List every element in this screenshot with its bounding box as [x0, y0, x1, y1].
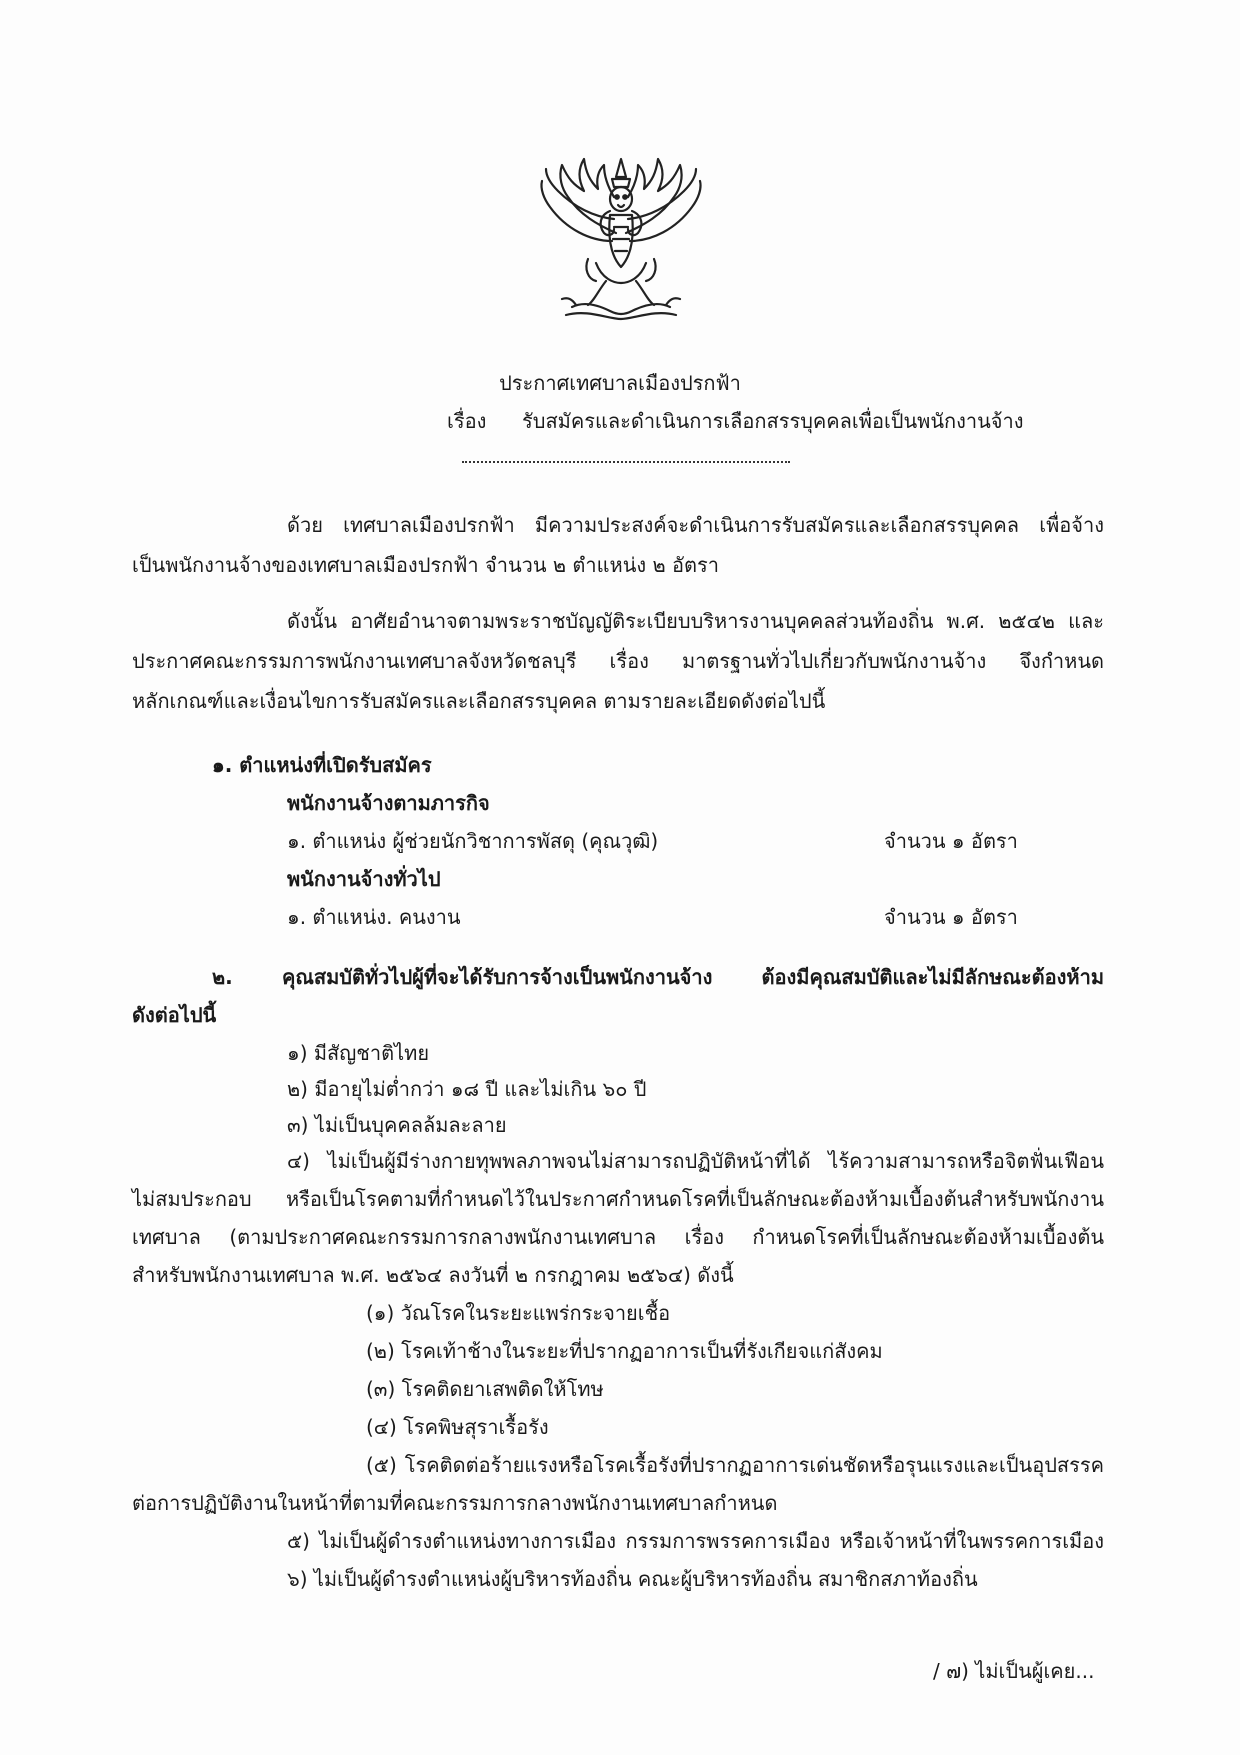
qualification-6: ๖) ไม่เป็นผู้ดำรงตำแหน่งผู้บริหารท้องถิ่น คณะผู้บริหารท้องถิ่น สมาชิกสภาท้องถิ่น	[287, 1567, 978, 1591]
section2-heading-line-1: ๒. คุณสมบัติทั่วไปผู้ที่จะได้รับการจ้างเป็นพนักงานจ้าง ต้องมีคุณสมบัติและไม่มีลักษณะต้องห้าม	[212, 965, 1104, 989]
qualification-5: ๕) ไม่เป็นผู้ดำรงตำแหน่งทางการเมือง กรรมการพรรคการเมือง หรือเจ้าหน้าที่ในพรรคการเมือง	[287, 1529, 1104, 1553]
qualification-4-line-1: ๔) ไม่เป็นผู้มีร่างกายทุพพลภาพจนไม่สามารถปฏิบัติหน้าที่ได้ ไร้ความสามารถหรือจิตฟั่นเฟือน	[287, 1149, 1104, 1173]
disease-2: (๒) โรคเท้าช้างในระยะที่ปรากฏอาการเป็นที่รังเกียจแก่สังคม	[366, 1339, 883, 1363]
subject-label: เรื่อง	[447, 409, 487, 433]
qualification-4-line-2: ไม่สมประกอบ หรือเป็นโรคตามที่กำหนดไว้ในประกาศกำหนดโรคที่เป็นลักษณะต้องห้ามเบื้องต้นสำหรับพนักงาน	[132, 1187, 1104, 1211]
disease-4: (๔) โรคพิษสุราเรื้อรัง	[366, 1415, 549, 1439]
mission-staff-heading: พนักงานจ้างตามภารกิจ	[287, 791, 490, 815]
authority-line-2: ประกาศคณะกรรมการพนักงานเทศบาลจังหวัดชลบุรี เรื่อง มาตรฐานทั่วไปเกี่ยวกับพนักงานจ้าง จึงกำหนด	[132, 649, 1104, 673]
qualification-3: ๓) ไม่เป็นบุคคลล้มละลาย	[287, 1113, 507, 1137]
authority-line-1: ดังนั้น อาศัยอำนาจตามพระราชบัญญัติระเบียบบริหารงานบุคคลส่วนท้องถิ่น พ.ศ. ๒๕๔๒ และ	[287, 609, 1104, 633]
position-1: ๑. ตำแหน่ง ผู้ช่วยนักวิชาการพัสดุ (คุณวุฒิ)	[287, 829, 659, 853]
intro-line-2: เป็นพนักงานจ้างของเทศบาลเมืองปรกฟ้า จำนวน ๒ ตำแหน่ง ๒ อัตรา	[132, 553, 720, 577]
position-1-count: จำนวน ๑ อัตรา	[884, 829, 1018, 853]
disease-3: (๓) โรคติดยาเสพติดให้โทษ	[366, 1377, 604, 1401]
qualification-1: ๑) มีสัญชาติไทย	[287, 1041, 430, 1065]
general-staff-heading: พนักงานจ้างทั่วไป	[287, 867, 441, 891]
subject-text: รับสมัครและดำเนินการเลือกสรรบุคคลเพื่อเป็นพนักงานจ้าง	[522, 409, 1024, 433]
qualification-4-line-3: เทศบาล (ตามประกาศคณะกรรมการกลางพนักงานเทศบาล เรื่อง กำหนดโรคที่เป็นลักษณะต้องห้ามเบื้องต้น	[132, 1225, 1104, 1249]
title-separator	[462, 461, 790, 463]
continuation-note: / ๗) ไม่เป็นผู้เคย...	[933, 1659, 1095, 1683]
position-2: ๑. ตำแหน่ง. คนงาน	[287, 905, 461, 929]
announcement-title: ประกาศเทศบาลเมืองปรกฟ้า	[499, 371, 741, 395]
intro-line-1: ด้วย เทศบาลเมืองปรกฟ้า มีความประสงค์จะดำเนินการรับสมัครและเลือกสรรบุคคล เพื่อจ้าง	[287, 513, 1104, 537]
authority-line-3: หลักเกณฑ์และเงื่อนไขการรับสมัครและเลือกสรรบุคคล ตามรายละเอียดดังต่อไปนี้	[132, 689, 826, 713]
position-2-count: จำนวน ๑ อัตรา	[884, 905, 1018, 929]
disease-1: (๑) วัณโรคในระยะแพร่กระจายเชื้อ	[366, 1301, 671, 1325]
disease-5-line-2: ต่อการปฏิบัติงานในหน้าที่ตามที่คณะกรรมการกลางพนักงานเทศบาลกำหนด	[132, 1491, 778, 1515]
qualification-4-line-4: สำหรับพนักงานเทศบาล พ.ศ. ๒๕๖๔ ลงวันที่ ๒ กรกฎาคม ๒๕๖๔) ดังนี้	[132, 1263, 734, 1287]
section1-heading: ๑. ตำแหน่งที่เปิดรับสมัคร	[212, 753, 432, 777]
qualification-2: ๒) มีอายุไม่ต่ำกว่า ๑๘ ปี และไม่เกิน ๖๐ ปี	[287, 1077, 647, 1101]
section2-heading-line-2: ดังต่อไปนี้	[132, 1003, 217, 1027]
garuda-emblem-icon	[528, 155, 714, 325]
disease-5-line-1: (๕) โรคติดต่อร้ายแรงหรือโรคเรื้อรังที่ปรากฏอาการเด่นชัดหรือรุนแรงและเป็นอุปสรรค	[366, 1453, 1104, 1477]
